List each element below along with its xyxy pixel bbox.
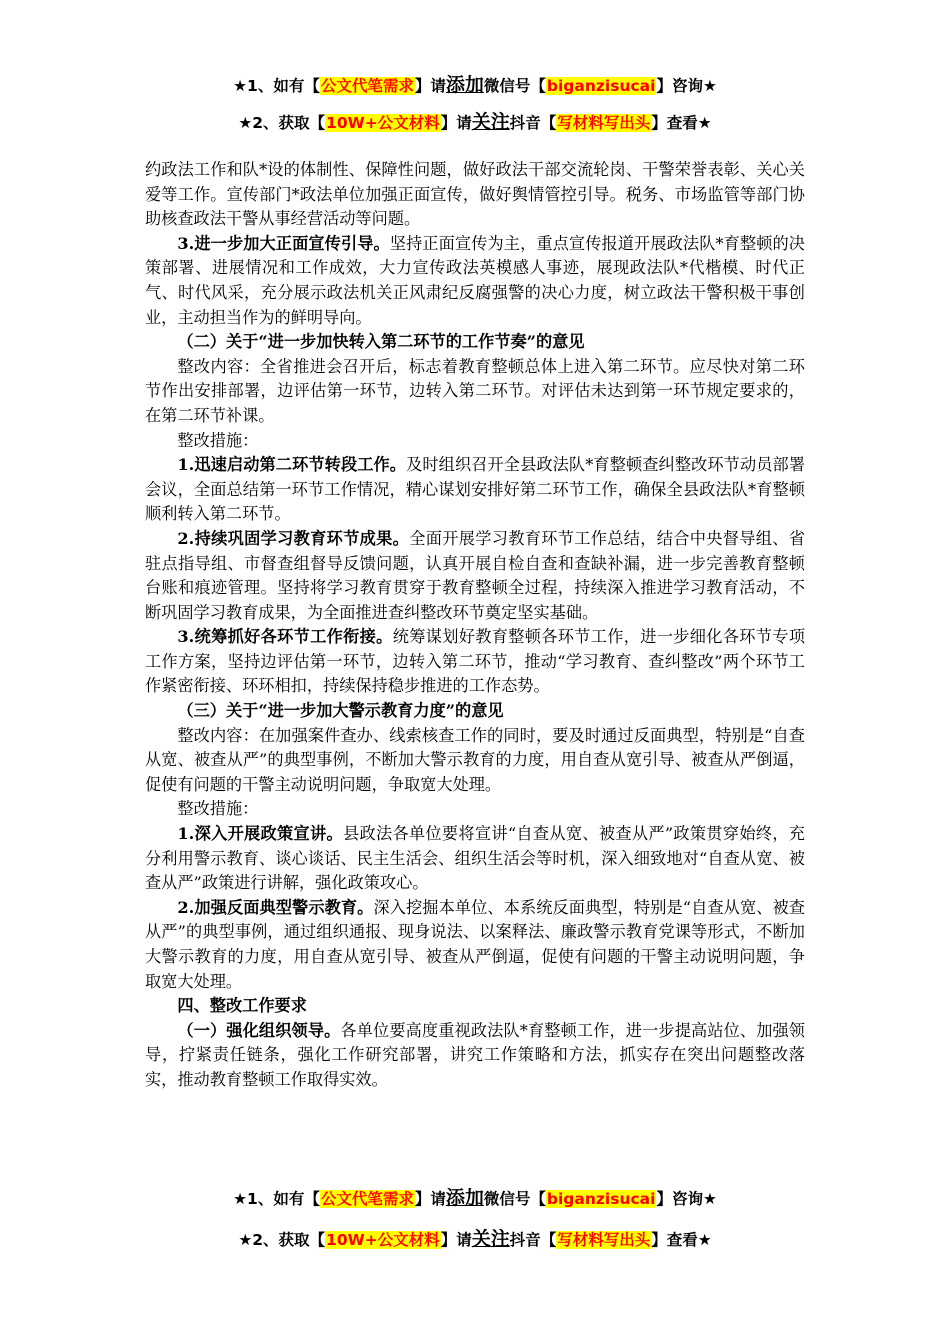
- banner-text: 】请: [440, 1231, 472, 1249]
- banner-text: 抖音【: [509, 1231, 557, 1249]
- banner-highlight: biganzisucai: [546, 1190, 656, 1208]
- banner-text: 】咨询★: [656, 1190, 717, 1208]
- paragraph-text: 深入挖掘本单位、本系统反面典型，特别是“自查从宽、被查从严”的典型事例，通过组织通报、现身说法、以案释法、廉政警示教育党课等形式，不断加大警示教育的力度，用自查从宽引导、被查从严倒逼，促使有问题的干警主动说明问题，争取宽大处理。: [145, 897, 805, 991]
- paragraph: [145, 896, 805, 994]
- paragraph: [145, 453, 805, 527]
- paragraph: 整改内容：全省推进会召开后，标志着教育整顿总体上进入第二环节。应尽快对第二环节作出安排部署，边评估第一环节，边转入第二环节。对评估未达到第一环节规定要求的，在第二环节补课。: [145, 356, 805, 425]
- paragraph-heading: 2.持续巩固学习教育环节成果。: [177, 528, 410, 548]
- banner-text: 】咨询★: [656, 77, 717, 95]
- document-body: [145, 158, 805, 1093]
- paragraph-heading: 3.统筹抓好各环节工作衔接。: [177, 627, 393, 647]
- paragraph: [145, 625, 805, 699]
- paragraph: 整改措施：: [177, 430, 259, 450]
- paragraph-heading: 1.迅速启动第二环节转段工作。: [177, 455, 407, 475]
- paragraph-heading: 2.加强反面典型警示教育。: [177, 897, 374, 917]
- banner-highlight: 10W+公文材料: [326, 114, 440, 132]
- bottom-banner-line-1: [0, 1185, 950, 1212]
- banner-text: 】查看★: [651, 1231, 712, 1249]
- banner-highlight: 公文代笔需求: [320, 1190, 414, 1208]
- paragraph: [145, 527, 805, 625]
- banner-underline: 关注: [471, 111, 510, 133]
- section-heading: （三）关于“进一步加大警示教育力度”的意见: [177, 701, 504, 721]
- paragraph-text: 统筹谋划好教育整顿各环节工作，进一步细化各环节专项工作方案，坚持边评估第一环节，边转入第二环节，推动“学习教育、查纠整改”两个环节工作紧密衔接、环环相扣，持续保持稳步推进的工作态势。: [145, 627, 806, 696]
- banner-text: 】查看★: [651, 114, 712, 132]
- top-banner-line-2: [0, 109, 950, 136]
- paragraph-heading: （一）强化组织领导。: [177, 1020, 341, 1040]
- banner-highlight: 写材料写出头: [557, 1231, 651, 1249]
- paragraph-text: 各单位要高度重视政法队*育整顿工作，进一步提高站位、加强领导，拧紧责任链条，强化工作研究部署，讲究工作策略和方法，抓实存在突出问题整改落实，推动教育整顿工作取得实效。: [145, 1020, 805, 1089]
- section-heading: （二）关于“进一步加快转入第二环节的工作节奏”的意见: [177, 332, 585, 352]
- banner-highlight: biganzisucai: [546, 77, 656, 95]
- paragraph-heading: 3.进一步加大正面宣传引导。: [177, 233, 390, 253]
- banner-text: 微信号【: [483, 77, 546, 95]
- banner-text: ★1、如有【: [233, 77, 320, 95]
- paragraph: [145, 822, 805, 896]
- banner-text: 】请: [414, 1190, 446, 1208]
- paragraph-heading: 1.深入开展政策宣讲。: [177, 824, 343, 844]
- banner-text: ★2、获取【: [238, 114, 326, 132]
- paragraph: 整改内容：在加强案件查办、线索核查工作的同时，要及时通过反面典型，特别是“自查从宽、被查从严”的典型事例，不断加大警示教育的力度，用自查从宽引导、被查从严倒逼，促使有问题的干警主动说明问题，争取宽大处理。: [145, 725, 805, 794]
- paragraph: [145, 1019, 805, 1093]
- paragraph: 整改措施：: [177, 799, 259, 819]
- banner-highlight: 10W+公文材料: [326, 1231, 440, 1249]
- paragraph-text: 全面开展学习教育环节工作总结，结合中央督导组、省驻点指导组、市督查组督导反馈问题，认真开展自检自查和查缺补漏，进一步完善教育整顿台账和痕迹管理。坚持将学习教育贯穿于教育整顿全过程，持续深入推进学习教育活动，不断巩固学习教育成果，为全面推进查纠整改环节奠定坚实基础。: [145, 528, 805, 622]
- banner-text: 抖音【: [509, 114, 557, 132]
- banner-text: 】请: [440, 114, 472, 132]
- paragraph-text: 坚持正面宣传为主，重点宣传报道开展政法队*育整顿的决策部署、进展情况和工作成效，大力宣传政法英模感人事迹，展现政法队*代楷模、时代正气、时代风采，充分展示政法机关正风肃纪反腐强警的决心力度，树立政法干警积极干事创业，主动担当作为的鲜明导向。: [145, 233, 805, 327]
- top-banner-line-1: [0, 72, 950, 99]
- banner-text: 】请: [414, 77, 446, 95]
- banner-highlight: 公文代笔需求: [320, 77, 414, 95]
- bottom-banner-line-2: [0, 1226, 950, 1253]
- banner-underline: 添加: [445, 74, 484, 96]
- paragraph: [145, 232, 805, 330]
- banner-underline: 添加: [445, 1187, 484, 1209]
- banner-text: 微信号【: [483, 1190, 546, 1208]
- banner-text: ★2、获取【: [238, 1231, 326, 1249]
- section-heading: 四、整改工作要求: [177, 996, 307, 1016]
- banner-text: ★1、如有【: [233, 1190, 320, 1208]
- banner-highlight: 写材料写出头: [557, 114, 651, 132]
- banner-underline: 关注: [471, 1228, 510, 1250]
- paragraph-text: 县政法各单位要将宣讲“自查从宽、被查从严”政策贯穿始终，充分利用警示教育、谈心谈话、民主生活会、组织生活会等时机，深入细致地对“自查从宽、被查从严”政策进行讲解，强化政策攻心。: [145, 824, 805, 893]
- paragraph: 约政法工作和队*设的体制性、保障性问题，做好政法干部交流轮岗、干警荣誉表彰、关心关爱等工作。宣传部门*政法单位加强正面宣传，做好舆情管控引导。税务、市场监管等部门协助核查政法干警从事经营活动等问题。: [145, 160, 805, 229]
- paragraph-text: 及时组织召开全县政法队*育整顿查纠整改环节动员部署会议，全面总结第一环节工作情况，精心谋划安排好第二环节工作，确保全县政法队*育整顿顺利转入第二环节。: [145, 455, 806, 524]
